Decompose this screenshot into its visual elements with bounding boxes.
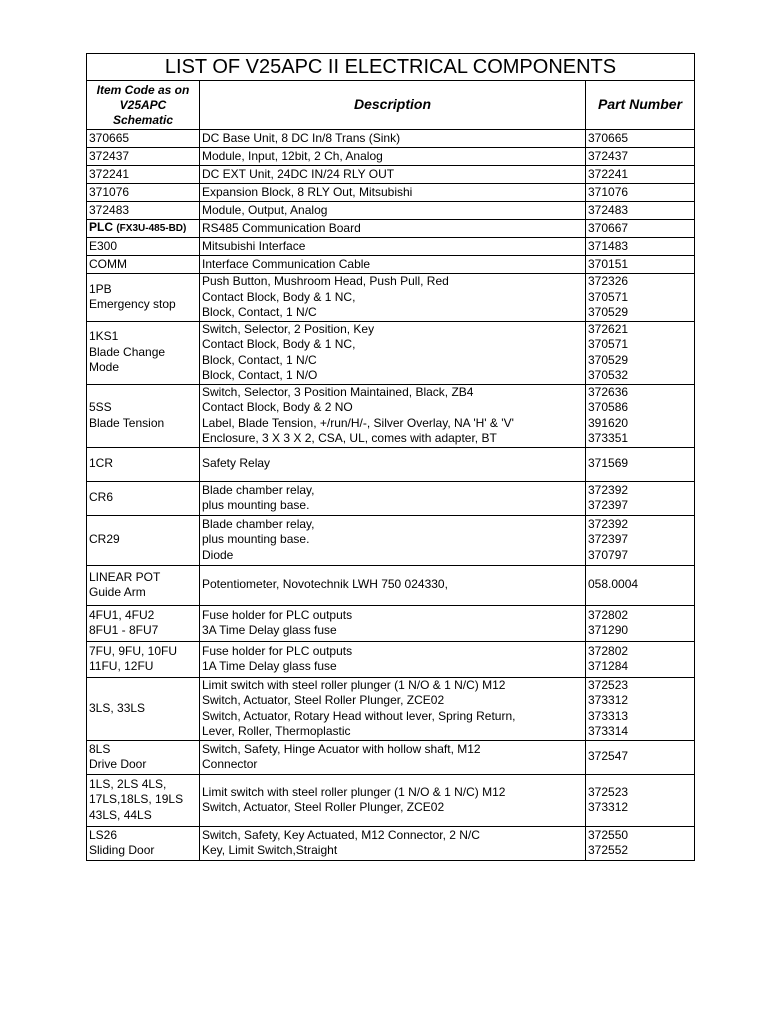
part-number-line: 373312: [588, 693, 629, 707]
item-code-cell: [87, 447, 200, 481]
description-cell: [200, 677, 586, 740]
part-number-line: 370532: [588, 368, 629, 382]
item-code-bold: PLC: [89, 220, 117, 235]
item-code-line: 1KS1: [89, 329, 119, 344]
part-number-line: 372802: [588, 643, 629, 658]
description-line: Key, Limit Switch,Straight: [202, 843, 338, 857]
table-row: [87, 238, 695, 256]
part-number-line: 372523: [588, 677, 629, 692]
part-number-cell: [586, 130, 695, 148]
table-row: [87, 826, 695, 860]
description-line: Blade chamber relay,: [202, 516, 315, 531]
item-code-cell: [87, 130, 200, 148]
part-number-cell: [586, 447, 695, 481]
item-code-cell: [87, 220, 200, 238]
table-row: [87, 447, 695, 481]
description-cell: [200, 220, 586, 238]
part-number-line: 372552: [588, 843, 629, 857]
description-line: Connector: [202, 757, 258, 771]
item-code-line: Mode: [89, 360, 120, 375]
item-code-line: Emergency stop: [89, 297, 176, 312]
part-number-line: 370571: [588, 337, 629, 351]
item-code-line: CR6: [89, 490, 114, 505]
description-line: Switch, Selector, 2 Position, Key: [202, 321, 375, 336]
description-line: DC Base Unit, 8 DC In/8 Trans (Sink): [202, 130, 401, 145]
header-item-code-line: Schematic: [112, 112, 174, 127]
description-cell: [200, 774, 586, 826]
part-number-line: 372397: [588, 532, 629, 547]
part-number-cell: [586, 740, 695, 774]
description-cell: [200, 148, 586, 166]
description-cell: [200, 447, 586, 481]
description-line: Switch, Actuator, Rotary Head without lever, Spring Return,: [202, 708, 516, 723]
header-description: Description: [200, 81, 586, 130]
table-row: [87, 515, 695, 565]
part-number-line: 370665: [588, 130, 629, 145]
item-code-cell: [87, 148, 200, 166]
item-code-line: Blade Tension: [89, 415, 165, 430]
description-line: Switch, Selector, 3 Position Maintained, Black, ZB4: [202, 384, 474, 399]
part-number-cell: [586, 166, 695, 184]
item-code-line: 3LS, 33LS: [89, 700, 146, 715]
part-number-line: 371483: [588, 238, 629, 253]
description-line: Contact Block, Body & 2 NO: [202, 400, 353, 414]
description-line: Lever, Roller, Thermoplastic: [202, 724, 351, 738]
part-number-line: 370151: [588, 256, 629, 271]
description-cell: [200, 321, 586, 384]
header-item-code-line: Item Code as on: [96, 82, 190, 97]
part-number-line: 372523: [588, 784, 629, 799]
description-line: Push Button, Mushroom Head, Push Pull, Red: [202, 274, 449, 288]
part-number-line: 370797: [588, 547, 629, 562]
description-line: plus mounting base.: [202, 532, 310, 547]
table-row: [87, 384, 695, 447]
part-number-line: 372241: [588, 166, 629, 181]
part-number-line: 372483: [588, 202, 629, 217]
part-number-cell: [586, 274, 695, 322]
part-number-cell: [586, 605, 695, 641]
part-number-cell: [586, 641, 695, 677]
description-cell: [200, 515, 586, 565]
item-code-line: 1CR: [89, 456, 114, 471]
description-cell: [200, 166, 586, 184]
description-line: Module, Output, Analog: [202, 202, 328, 217]
item-code-cell: [87, 202, 200, 220]
item-code-cell: [87, 605, 200, 641]
description-cell: [200, 256, 586, 274]
table-row: [87, 274, 695, 322]
item-code-line: 7FU, 9FU, 10FU: [89, 643, 178, 658]
description-line: Contact Block, Body & 1 NC,: [202, 337, 356, 351]
part-number-line: 372636: [588, 384, 629, 399]
part-number-line: 370667: [588, 220, 629, 235]
item-code-cell: [87, 384, 200, 447]
description-cell: [200, 641, 586, 677]
part-number-cell: [586, 565, 695, 605]
part-number-cell: [586, 220, 695, 238]
part-number-line: 371284: [588, 659, 629, 673]
item-code-cell: [87, 256, 200, 274]
title-row: [87, 54, 695, 81]
item-code-line: 372483: [89, 202, 130, 217]
description-line: 3A Time Delay glass fuse: [202, 623, 337, 637]
item-code-line: 11FU, 12FU: [89, 659, 154, 673]
description-cell: [200, 130, 586, 148]
table-row: [87, 481, 695, 515]
description-line: Switch, Safety, Hinge Acuator with hollow shaft, M12: [202, 741, 481, 756]
part-number-line: 373314: [588, 724, 629, 738]
part-number-cell: [586, 515, 695, 565]
part-number-line: 372547: [588, 749, 629, 764]
part-number-cell: [586, 774, 695, 826]
item-code-line: Sliding Door: [89, 843, 155, 857]
part-number-line: 372621: [588, 321, 629, 336]
item-code-line: Drive Door: [89, 757, 147, 771]
part-number-cell: [586, 826, 695, 860]
description-cell: [200, 481, 586, 515]
part-number-line: 372802: [588, 607, 629, 622]
item-code-line: 17LS,18LS, 19LS: [89, 792, 184, 807]
table-row: [87, 677, 695, 740]
description-line: Limit switch with steel roller plunger (1 N/O & 1 N/C) M12: [202, 677, 506, 692]
part-number-line: 372326: [588, 274, 629, 288]
item-code-line: 5SS: [89, 400, 112, 414]
item-code-cell: [87, 515, 200, 565]
part-number-cell: [586, 238, 695, 256]
description-cell: [200, 274, 586, 322]
table-row: [87, 202, 695, 220]
table-row: [87, 148, 695, 166]
table-row: [87, 740, 695, 774]
description-cell: [200, 826, 586, 860]
description-line: Diode: [202, 547, 234, 562]
part-number-cell: [586, 256, 695, 274]
part-number-line: 372392: [588, 482, 629, 497]
item-code-cell: [87, 740, 200, 774]
description-cell: [200, 740, 586, 774]
part-number-cell: [586, 148, 695, 166]
description-line: Contact Block, Body & 1 NC,: [202, 289, 356, 304]
item-code-line: 1LS, 2LS 4LS,: [89, 776, 167, 791]
description-line: Switch, Safety, Key Actuated, M12 Connector, 2 N/C: [202, 827, 480, 842]
header-part-number: Part Number: [586, 81, 695, 130]
item-code-cell: [87, 565, 200, 605]
item-code-line: LINEAR POT: [89, 569, 161, 584]
item-code-line: CR29: [89, 532, 120, 547]
table-row: [87, 565, 695, 605]
item-code-line: 8FU1 - 8FU7: [89, 623, 159, 637]
item-code-line: 4FU1, 4FU2: [89, 607, 155, 622]
description-line: Block, Contact, 1 N/C: [202, 352, 317, 367]
item-code-cell: [87, 826, 200, 860]
description-line: Switch, Actuator, Steel Roller Plunger, ZCE02: [202, 693, 445, 707]
part-number-line: 391620: [588, 415, 629, 430]
table-row: [87, 321, 695, 384]
description-line: Fuse holder for PLC outputs: [202, 643, 353, 658]
item-code-line: 372241: [89, 166, 130, 181]
item-code-line: 1PB: [89, 281, 112, 296]
item-code-line: Guide Arm: [89, 585, 146, 599]
part-number-line: 372392: [588, 516, 629, 531]
description-cell: [200, 565, 586, 605]
part-number-line: 373312: [588, 800, 629, 814]
description-line: Safety Relay: [202, 456, 271, 471]
table-row: [87, 184, 695, 202]
table-row: [87, 256, 695, 274]
description-cell: [200, 184, 586, 202]
part-number-line: 372550: [588, 827, 629, 842]
description-line: Module, Input, 12bit, 2 Ch, Analog: [202, 148, 383, 163]
item-code-line: E300: [89, 238, 118, 253]
item-code-line: 8LS: [89, 741, 111, 756]
header-item-code: [87, 81, 200, 130]
item-code-cell: [87, 166, 200, 184]
part-number-cell: [586, 481, 695, 515]
description-cell: [200, 202, 586, 220]
item-code-suffix: (FX3U-485-BD): [116, 223, 187, 235]
part-number-cell: [586, 184, 695, 202]
table-row: [87, 130, 695, 148]
part-number-cell: [586, 202, 695, 220]
part-number-line: 371076: [588, 184, 629, 199]
part-number-line: 373351: [588, 431, 629, 445]
description-line: Label, Blade Tension, +/run/H/-, Silver Overlay, NA 'H' & 'V': [202, 415, 514, 430]
description-line: Switch, Actuator, Steel Roller Plunger, ZCE02: [202, 800, 445, 814]
item-code-cell: [87, 321, 200, 384]
part-number-line: 370586: [588, 400, 629, 414]
description-cell: [200, 238, 586, 256]
description-line: Enclosure, 3 X 3 X 2, CSA, UL, comes with adapter, BT: [202, 431, 497, 445]
part-number-line: 370529: [588, 352, 629, 367]
part-number-line: 058.0004: [588, 577, 639, 592]
description-line: Potentiometer, Novotechnik LWH 750 024330,: [202, 577, 448, 592]
page-title: LIST OF V25APC II ELECTRICAL COMPONENTS: [87, 54, 695, 81]
item-code-line: 372437: [89, 148, 130, 163]
table-row: [87, 220, 695, 238]
description-line: plus mounting base.: [202, 498, 310, 512]
description-line: Limit switch with steel roller plunger (1 N/O & 1 N/C) M12: [202, 784, 506, 799]
description-line: DC EXT Unit, 24DC IN/24 RLY OUT: [202, 166, 395, 181]
description-line: Interface Communication Cable: [202, 256, 371, 271]
part-number-line: 372437: [588, 148, 629, 163]
description-cell: [200, 384, 586, 447]
item-code-cell: [87, 641, 200, 677]
description-line: Mitsubishi Interface: [202, 238, 306, 253]
header-row: [87, 81, 695, 130]
part-number-line: 371290: [588, 623, 629, 637]
description-line: Fuse holder for PLC outputs: [202, 607, 353, 622]
item-code-cell: [87, 481, 200, 515]
header-item-code-line: V25APC: [119, 97, 167, 112]
table-row: [87, 605, 695, 641]
part-number-cell: [586, 384, 695, 447]
item-code-line: LS26: [89, 827, 118, 842]
item-code-cell: [87, 274, 200, 322]
item-code-line: Blade Change: [89, 344, 166, 359]
item-code-cell: [87, 677, 200, 740]
table-row: [87, 166, 695, 184]
table-row: [87, 641, 695, 677]
description-line: Blade chamber relay,: [202, 482, 315, 497]
part-number-line: 371569: [588, 456, 629, 471]
item-code-line: 370665: [89, 130, 130, 145]
part-number-line: 370529: [588, 305, 629, 319]
description-line: Expansion Block, 8 RLY Out, Mitsubishi: [202, 184, 413, 199]
part-number-cell: [586, 677, 695, 740]
item-code-cell: [87, 774, 200, 826]
description-line: RS485 Communication Board: [202, 220, 361, 235]
item-code-cell: [87, 184, 200, 202]
table-row: [87, 774, 695, 826]
part-number-line: 370571: [588, 289, 629, 304]
item-code-line: 43LS, 44LS: [89, 807, 152, 822]
description-cell: [200, 605, 586, 641]
item-code-line: 371076: [89, 184, 130, 199]
description-line: Block, Contact, 1 N/O: [202, 368, 318, 382]
description-line: 1A Time Delay glass fuse: [202, 659, 337, 673]
part-number-line: 372397: [588, 498, 629, 512]
part-number-cell: [586, 321, 695, 384]
part-number-line: 373313: [588, 708, 629, 723]
item-code-line: COMM: [89, 256, 127, 271]
description-line: Block, Contact, 1 N/C: [202, 305, 317, 319]
components-document: [86, 53, 694, 861]
components-table: [86, 53, 695, 861]
item-code-cell: [87, 238, 200, 256]
